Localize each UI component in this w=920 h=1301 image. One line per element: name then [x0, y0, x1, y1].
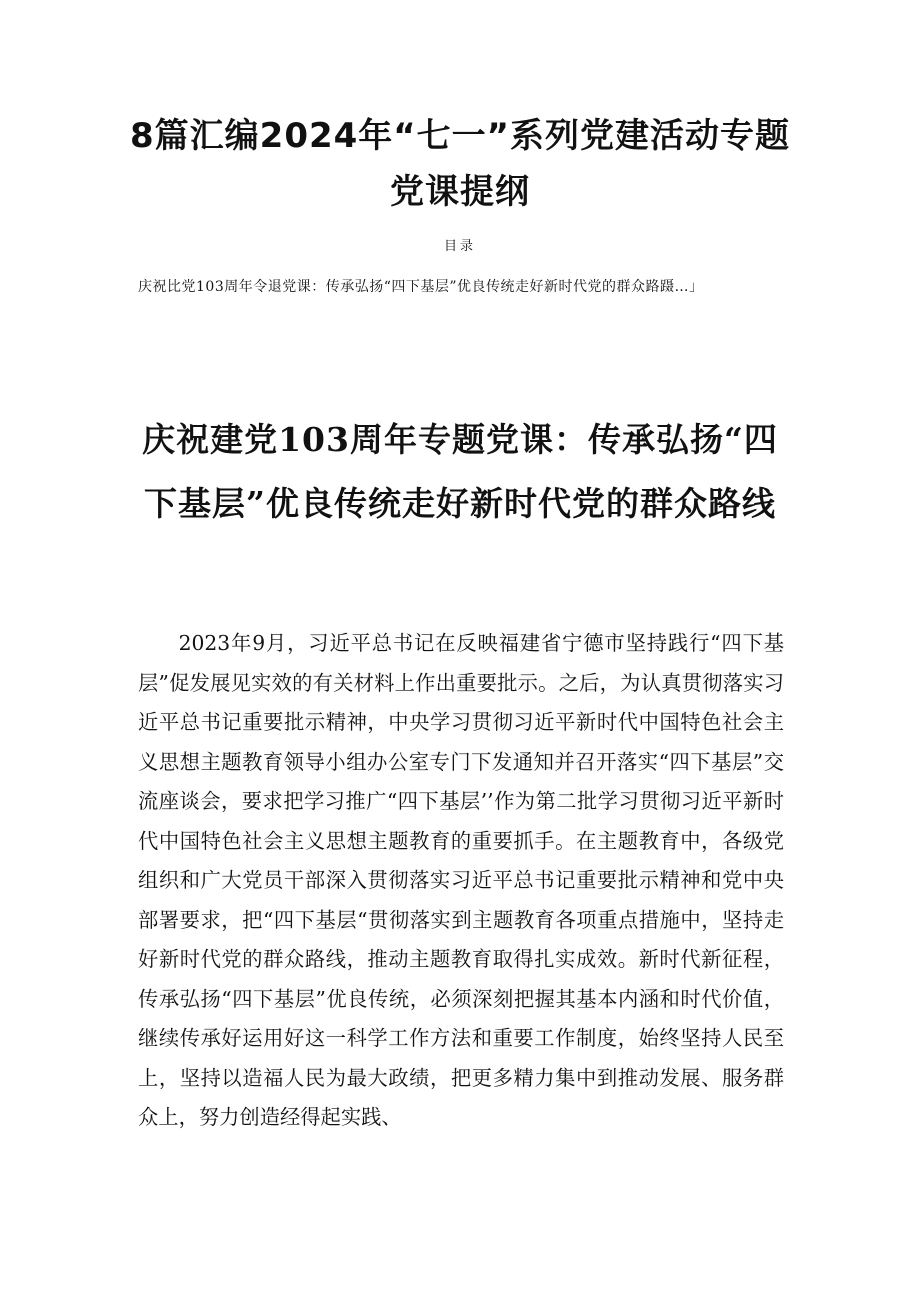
section-title: 庆祝建党103周年专题党课：传承弘扬“四下基层”优良传统走好新时代党的群众路线: [142, 420, 778, 523]
toc-entry[interactable]: 庆祝比党103周年令退党课：传承弘扬“四下基层”优良传统走好新时代党的群众路蹑…」: [138, 279, 704, 295]
toc-heading: 目录: [443, 239, 476, 254]
body-paragraph: 2023年9月，习近平总书记在反映福建省宁德市坚持践行“四下基层”促发展见实效的有关材料上作出重要批示。之后，为认真贯彻落实习近平总书记重要批示精神，中央学习贯彻习近平新时代中国特色社会主义思想主题教育领导小组办公室专门下发通知并召开落实“四下基层”交流座谈会，要求把学习推广“四下基层’’作为第二批学习贯彻习近平新时代中国特色社会主义思想主题教育的重要抓手。在主题教育中，各级党组织和广大党员干部深入贯彻落实习近平总书记重要批示精神和党中央部署要求，把“四下基层“贯彻落实到主题教育各项重点措施中，坚持走好新时代党的群众路线，推动主题教育取得扎实成效。新时代新征程，传承弘扬“四下基层”优良传统，必须深刻把握其基本内涵和时代价值，继续传承好运用好这一科学工作方法和重要工作制度，始终坚持人民至上，坚持以造福人民为最大政绩，把更多精力集中到推动发展、服务群众上，努力创造经得起实践、: [138, 631, 784, 1129]
document-title: 8篇汇编2024年“七一”系列党建活动专题党课提纲: [130, 116, 790, 212]
